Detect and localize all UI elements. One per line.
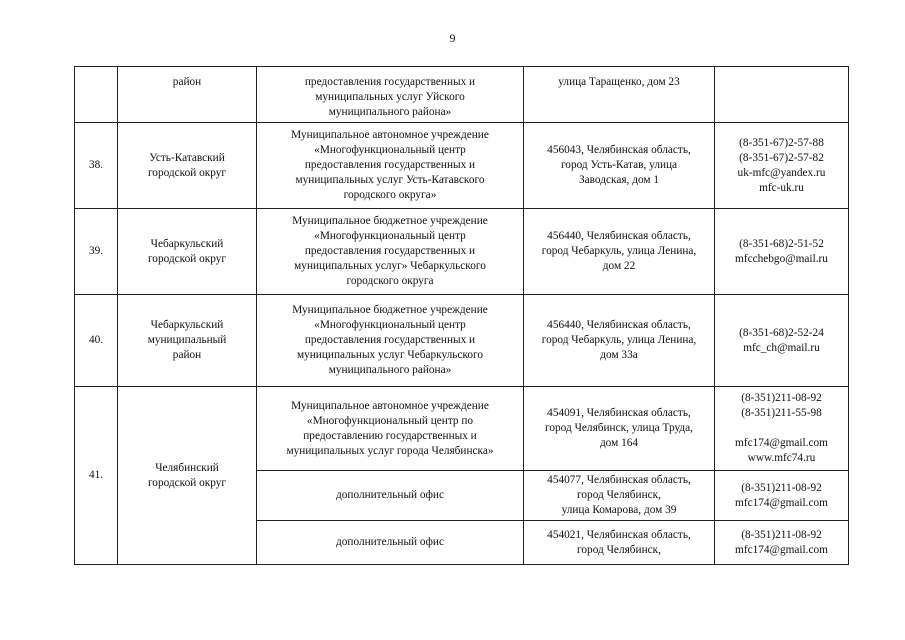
address-line: 454077, Челябинская область, (547, 474, 691, 486)
row-number: 40. (75, 295, 118, 387)
mfc-registry-table (74, 66, 849, 565)
address-line: дом 22 (602, 260, 636, 272)
address-line: город Усть-Катав, улица (560, 159, 678, 171)
org-line: «Многофункциональный центр (314, 319, 466, 331)
area-cell (118, 123, 257, 209)
office-label: дополнительный офис (336, 489, 444, 501)
phone-text: (8-351)211-08-92 (741, 481, 822, 494)
area-line: городской округ (147, 166, 227, 179)
address-line: 456440, Челябинская область, (547, 319, 691, 331)
org-line: предоставления государственных и (304, 245, 476, 257)
org-line: Муниципальное бюджетное учреждение (292, 304, 488, 316)
address-cell (524, 209, 715, 295)
blank-line (717, 421, 846, 436)
org-line: «Многофункциональный центр по (306, 414, 474, 427)
org-line: городского округа (346, 275, 434, 287)
address-line: улица Комарова, дом 39 (561, 504, 677, 516)
address-line: дом 164 (599, 437, 639, 449)
organization-cell (257, 123, 524, 209)
table-row (75, 123, 849, 209)
row-number: 41. (75, 387, 118, 565)
page-number: 9 (449, 31, 456, 45)
contact-cell (715, 295, 849, 387)
contact-cell (715, 521, 849, 565)
number-cell (75, 67, 118, 123)
area-line: Челябинский (155, 461, 219, 474)
organization-cell (257, 209, 524, 295)
contact-cell (715, 123, 849, 209)
address-cell (524, 67, 715, 123)
contact-cell (715, 67, 849, 123)
organization-cell (257, 471, 524, 521)
organization-cell (257, 67, 524, 123)
area-cell (118, 295, 257, 387)
table-row (75, 209, 849, 295)
area-cell (118, 67, 257, 123)
website-text: mfc-uk.ru (759, 181, 804, 194)
address-cell (524, 471, 715, 521)
org-line: предоставления государственных и (304, 76, 476, 88)
org-line: Муниципальное автономное учреждение (291, 129, 489, 141)
phone-text: (8-351)211-08-92 (741, 528, 822, 541)
address-cell (524, 387, 715, 471)
org-line: муниципальных услуг» Чебаркульского (294, 260, 486, 272)
phone-text: (8-351)211-08-92 (741, 392, 822, 404)
org-line: муниципального района» (328, 106, 452, 118)
org-line: Муниципальное автономное учреждение (291, 399, 489, 412)
area-line: городской округ (147, 476, 227, 489)
row-number: 39. (75, 209, 118, 295)
phone-text: (8-351-68)2-51-52 (739, 237, 824, 250)
org-line: муниципальных услуг Усть-Катавского (295, 174, 485, 186)
org-line: предоставления государственных и (304, 334, 476, 346)
org-line: муниципальных услуг Уйского (315, 91, 465, 103)
org-line: «Многофункциональный центр (314, 144, 466, 156)
address-cell (524, 521, 715, 565)
table-row (75, 295, 849, 387)
address-line: Заводская, дом 1 (579, 174, 659, 186)
address-cell (524, 123, 715, 209)
email-text: mfc_ch@mail.ru (743, 341, 820, 354)
org-line: Муниципальное бюджетное учреждение (292, 215, 488, 227)
phone-text: (8-351-67)2-57-82 (739, 151, 824, 164)
row-number: 38. (75, 123, 118, 209)
phone-text: (8-351-68)2-52-24 (739, 326, 824, 339)
org-line: муниципального района» (328, 364, 452, 376)
org-line: «Многофункциональный центр (314, 230, 466, 242)
office-label: дополнительный офис (336, 536, 444, 548)
contact-cell (715, 471, 849, 521)
email-text: mfc174@gmail.com (735, 437, 828, 449)
contact-cell (715, 387, 849, 471)
address-line: город Чебаркуль, улица Ленина, (541, 245, 697, 257)
address-line: 454091, Челябинская область, (547, 407, 691, 419)
contact-cell (715, 209, 849, 295)
org-line: предоставлению государственных и (303, 429, 477, 442)
organization-cell (257, 295, 524, 387)
area-line: Чебаркульский (150, 319, 224, 331)
phone-text: (8-351-67)2-57-88 (739, 136, 824, 149)
address-line: улица Таращенко, дом 23 (558, 76, 680, 88)
address-line: город Чебаркуль, улица Ленина, (541, 334, 697, 346)
address-line: 456440, Челябинская область, (547, 230, 691, 242)
org-line: муниципальных услуг Чебаркульского (296, 349, 484, 361)
address-line: город Челябинск, улица Труда, (545, 422, 693, 434)
area-line: городской округ (147, 252, 227, 265)
address-line: 454021, Челябинская область, (547, 528, 691, 541)
organization-cell (257, 387, 524, 471)
org-line: предоставления государственных и (304, 159, 476, 171)
address-line: город Челябинск, (577, 543, 661, 556)
area-cell (118, 209, 257, 295)
area-line: Чебаркульский (150, 237, 224, 250)
org-line: муниципальных услуг города Челябинска» (286, 444, 494, 457)
table-row-continuation (75, 67, 849, 123)
email-text: uk-mfc@yandex.ru (737, 166, 826, 179)
address-line: город Челябинск, (577, 489, 661, 501)
organization-cell (257, 521, 524, 565)
area-line: муниципальный (147, 334, 227, 346)
table-row (75, 387, 849, 471)
area-cell (118, 387, 257, 565)
email-text: mfc174@gmail.com (735, 543, 828, 556)
address-cell (524, 295, 715, 387)
area-line: Усть-Катавский (149, 151, 225, 164)
address-line: дом 33а (600, 349, 638, 361)
email-text: mfc174@gmail.com (735, 496, 828, 509)
website-text: www.mfc74.ru (747, 452, 816, 464)
email-text: mfcchebgo@mail.ru (735, 252, 828, 265)
area-line: район (172, 76, 202, 88)
phone-text: (8-351)211-55-98 (741, 407, 822, 419)
org-line: городского округа» (343, 189, 437, 201)
address-line: 456043, Челябинская область, (547, 144, 691, 156)
area-line: район (172, 349, 202, 361)
